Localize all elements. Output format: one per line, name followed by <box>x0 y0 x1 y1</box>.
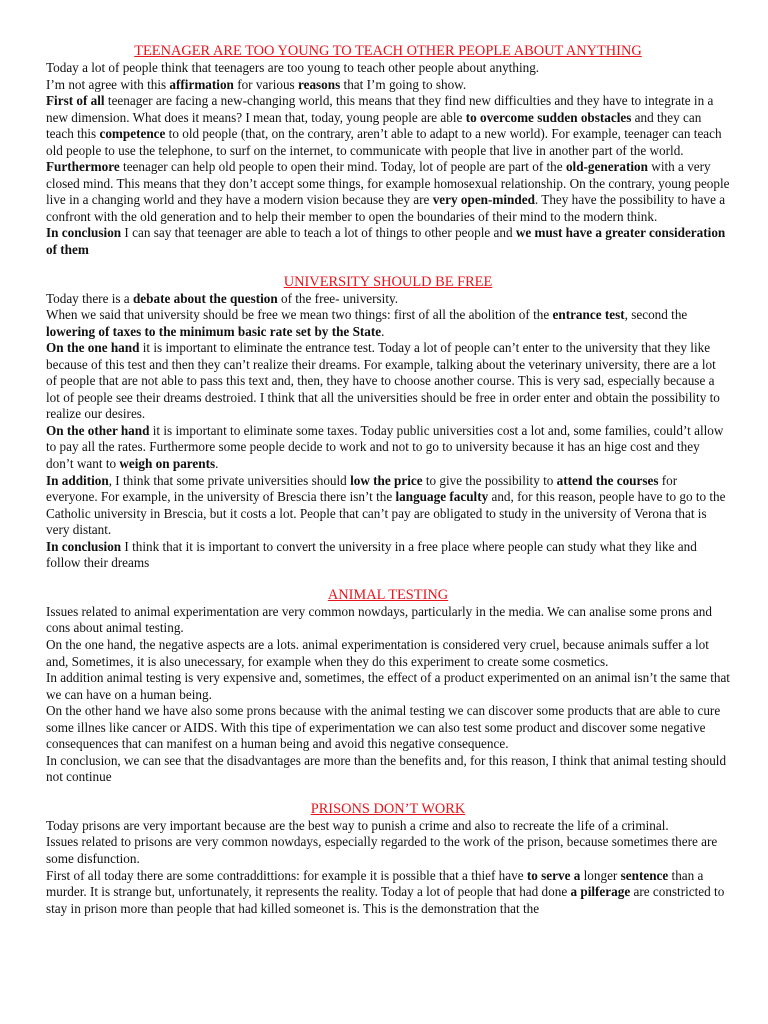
bold-text-run: attend the courses <box>556 472 659 488</box>
text-run: and they can teach this <box>46 109 702 142</box>
bold-text-run: In conclusion <box>46 225 122 241</box>
text-run: Today there is a <box>46 290 133 306</box>
bold-text-run: low the price <box>350 472 423 488</box>
bold-text-run: we must have a greater consideration of them <box>46 225 726 258</box>
text-run: Issues related to prisons are very common nowdays, especially regarded to the work of the prison, because sometimes there are some disfunction. <box>46 834 718 866</box>
text-run: of the free- university. <box>277 290 399 306</box>
text-run: teenager are facing a new-changing world, this means that they find new difficulties and they have to integrate in a new dimension. What does it means? I mean that, today, young people are able <box>46 93 714 125</box>
essay-body <box>46 818 730 917</box>
text-run: for various <box>233 76 298 92</box>
bold-text-run: to overcome sudden obstacles <box>465 109 632 125</box>
text-run: , second the <box>624 307 688 323</box>
essay-section <box>46 42 730 259</box>
bold-text-run: In conclusion <box>46 538 122 554</box>
text-run: I’m not agree with this <box>46 76 170 92</box>
text-run: On the one hand, the negative aspects are a lots. animal experimentation is considered very cruel, because animals suffer a lot and, Sometimes, it is also unecessary, for example when they do this experiment to create some cosmetics. <box>46 636 709 669</box>
essay-section <box>46 800 730 917</box>
text-run: . <box>215 456 219 472</box>
text-run: I think that it is important to convert the university in a free place where people can study what they like and follow their dreams <box>46 538 697 571</box>
paragraph <box>46 225 730 258</box>
paragraph <box>46 818 730 835</box>
paragraph <box>46 670 730 703</box>
text-run: and, for this reason, people have to go to the Catholic university in Brescia, but it costs a lot. People that can’t pay are obligated to study in the university of Verona that is very distant. <box>46 489 726 538</box>
paragraph <box>46 637 730 670</box>
bold-text-run: On the one hand <box>46 340 140 356</box>
paragraph <box>46 291 730 308</box>
text-run: teenager can help old people to open their mind. Today, lot of people are part of the <box>119 159 566 175</box>
text-run: , I think that some private universities should <box>108 472 351 488</box>
text-run: I can say that teenager are able to teach a lot of things to other people and <box>121 225 516 241</box>
paragraph <box>46 473 730 539</box>
bold-text-run: entrance test <box>552 307 625 323</box>
text-run: are constricted to stay in prison more than people that had killed someonet is. This is the demonstration that the <box>46 884 725 916</box>
text-run: Today prisons are very important because are the best way to punish a crime and also to recreate the life of a criminal. <box>46 817 669 833</box>
essay-title: UNIVERSITY SHOULD BE FREE <box>283 273 493 290</box>
essay-title: PRISONS DON’T WORK <box>310 800 466 817</box>
text-run: Issues related to animal experimentation are very common nowdays, particularly in the media. We can analise some prons and cons about animal testing. <box>46 603 712 636</box>
bold-text-run: lowering of taxes to the minimum basic rate set by the State <box>46 323 382 339</box>
bold-text-run: Furthermore <box>46 159 120 175</box>
paragraph <box>46 340 730 423</box>
bold-text-run: debate about the question <box>132 290 278 306</box>
essay-body <box>46 604 730 786</box>
text-run: On the other hand we have also some prons because with the animal testing we can discover some products that are able to cure some illnes like cancer or AIDS. With this tipe of experimentation we can also test some product and discover some negative consequences that can manifest on a human being and avoid this negative consequence. <box>46 703 721 752</box>
text-run: Today a lot of people think that teenagers are too young to teach other people about anything. <box>46 60 540 75</box>
paragraph <box>46 868 730 918</box>
bold-text-run: weigh on parents <box>119 456 216 472</box>
text-run: than a murder. It is strange but, unfortunately, it represents the reality. Today a lot of people that had done <box>46 867 704 900</box>
text-run: In addition animal testing is very expensive and, sometimes, the effect of a product experimented on an animal isn’t the same that we can have on a human being. <box>46 670 730 702</box>
bold-text-run: sentence <box>620 867 669 883</box>
text-run: In conclusion, we can see that the disadvantages are more than the benefits and, for this reason, I think that animal testing should not continue <box>46 752 727 785</box>
paragraph <box>46 539 730 572</box>
bold-text-run: In addition <box>46 472 109 488</box>
essay-body <box>46 291 730 572</box>
paragraph <box>46 159 730 225</box>
paragraph <box>46 307 730 340</box>
essay-title: TEENAGER ARE TOO YOUNG TO TEACH OTHER PEOPLE ABOUT ANYTHING <box>134 43 642 59</box>
text-run: to give the possibility to <box>422 472 557 488</box>
paragraph <box>46 604 730 637</box>
bold-text-run: very open-minded <box>432 192 535 208</box>
essay-section <box>46 586 730 786</box>
paragraph <box>46 753 730 786</box>
bold-text-run: competence <box>99 126 166 142</box>
essay-section <box>46 273 730 572</box>
bold-text-run: a pilferage <box>570 884 631 900</box>
text-run: . <box>381 323 385 339</box>
text-run: longer <box>580 867 621 883</box>
bold-text-run: to serve a <box>526 867 581 883</box>
text-run: First of all today there are some contraddittions: for example it is possible that a thief have <box>46 867 527 883</box>
paragraph <box>46 60 730 77</box>
text-run: for everyone. For example, in the university of Brescia there isn’t the <box>46 472 678 505</box>
text-run: that I’m going to show. <box>340 76 467 92</box>
text-run: to old people (that, on the contrary, aren’t able to adapt to a new world). For example, teenager can teach old people to use the telephone, to surf on the internet, to communicate with people that live in another part of the world. <box>46 126 722 158</box>
text-run: it is important to eliminate some taxes. Today public universities cost a lot and, some families, could’t allow to pay all the rates. Furthermore some people decide to work and not to go to university because it has an hige cost and they don’t want to <box>46 422 724 472</box>
bold-text-run: First of all <box>46 93 105 109</box>
text-run: When we said that university should be free we mean two things: first of all the abolition of the <box>46 307 553 323</box>
text-run: . They have the possibility to have a confront with the old generation and to help their member to open the boundaries of their mind to the modern think. <box>46 192 726 224</box>
bold-text-run: On the other hand <box>46 422 150 438</box>
bold-text-run: reasons <box>297 76 341 92</box>
text-run: with a very closed mind. This means that they don’t accept some things, for example homosexual relationship. On the contrary, young people live in a changing world and they have a modern vision because they are <box>46 159 730 208</box>
paragraph <box>46 423 730 473</box>
paragraph <box>46 703 730 753</box>
paragraph <box>46 834 730 867</box>
essay-title: ANIMAL TESTING <box>327 586 449 603</box>
essay-body <box>46 60 730 259</box>
bold-text-run: old-generation <box>565 159 648 175</box>
bold-text-run: affirmation <box>169 76 234 92</box>
text-run: it is important to eliminate the entrance test. Today a lot of people can’t enter to the university that they like because of this test and then they can’t realize their dreams. For example, talking about the veterinary university, there are a lot of people that are not able to pass this text and, then, they have to choose another course. This is very sad, especially because a lot of people see their dreams destroied. I think that all the universities should be free in order enter and obtain the possibility to realize our desires. <box>46 340 720 422</box>
paragraph <box>46 93 730 159</box>
bold-text-run: language faculty <box>395 489 489 505</box>
paragraph <box>46 77 730 94</box>
